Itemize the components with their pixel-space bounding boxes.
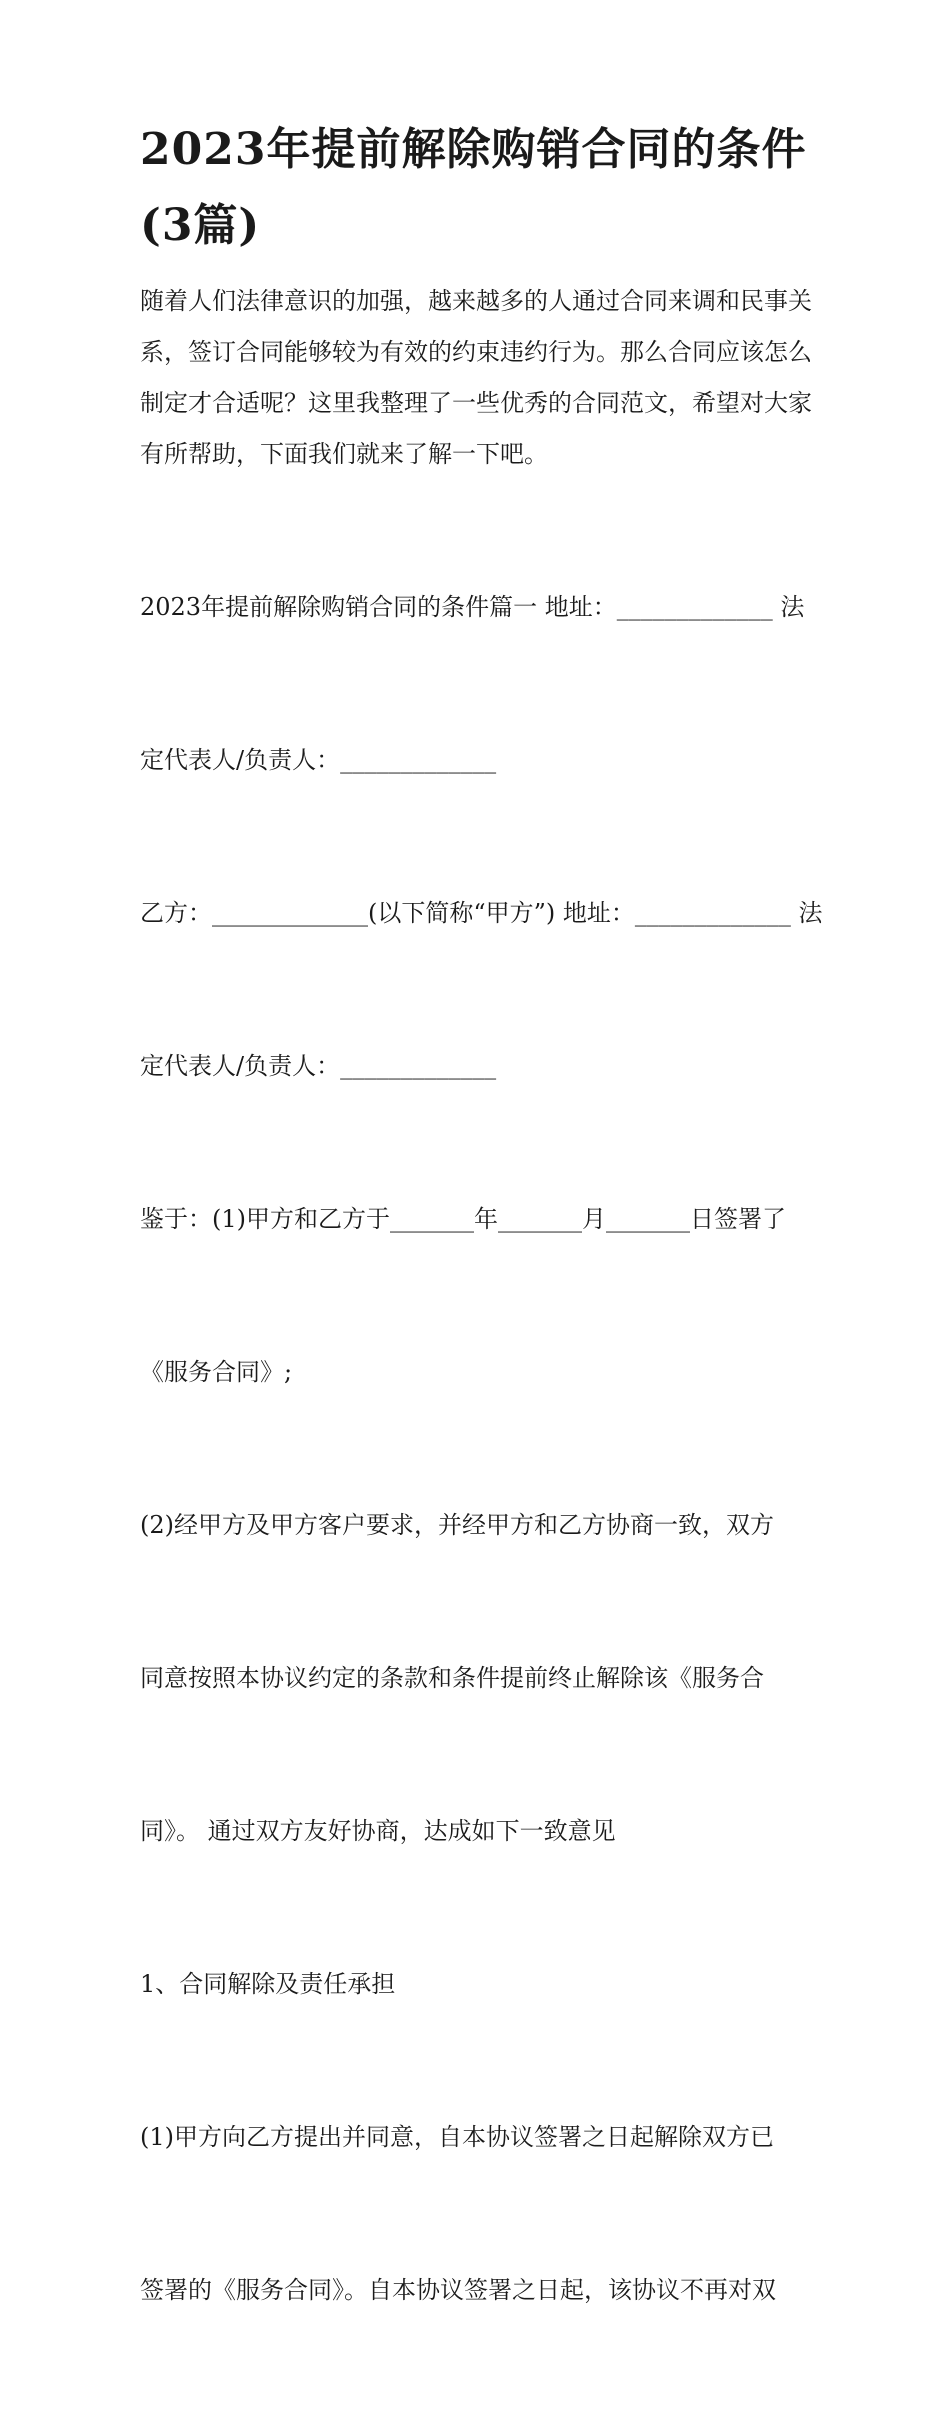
contract-line-agreement: 同》。 通过双方友好协商，达成如下一致意见 bbox=[140, 1817, 616, 1845]
contract-line-clause-1-cont: 签署的《服务合同》。自本协议签署之日起，该协议不再对双 bbox=[140, 2276, 776, 2304]
contract-line-whereas-2: (2)经甲方及甲方客户要求，并经甲方和乙方协商一致，双方 bbox=[140, 1511, 774, 1539]
contract-line-party-b-address: 乙方：_____________(以下简称“甲方”) 地址：_____________ 法 bbox=[140, 899, 823, 927]
section-heading-termination: 1、合同解除及责任承担 bbox=[140, 1970, 396, 1998]
contract-line-whereas-2-cont: 同意按照本协议约定的条款和条件提前终止解除该《服务合 bbox=[140, 1664, 764, 1692]
contract-line-party-a-address: 2023年提前解除购销合同的条件篇一 地址：_____________ 法 bbox=[140, 593, 805, 621]
contract-line-party-b-representative: 定代表人/负责人：_____________ bbox=[140, 1052, 497, 1080]
contract-line-service-contract: 《服务合同》; bbox=[140, 1358, 293, 1386]
document-title: 2023年提前解除购销合同的条件(3篇) bbox=[140, 124, 807, 251]
intro-paragraph: 随着人们法律意识的加强，越来越多的人通过合同来调和民事关系，签订合同能够较为有效的约束违约行为。那么合同应该怎么制定才合适呢？这里我整理了一些优秀的合同范文，希望对大家有所帮助，下面我们就来了解一下吧。 bbox=[140, 287, 812, 468]
contract-body bbox=[140, 480, 830, 2418]
contract-line-party-a-representative: 定代表人/负责人：_____________ bbox=[140, 746, 497, 774]
contract-line-clause-1: (1)甲方向乙方提出并同意，自本协议签署之日起解除双方已 bbox=[140, 2123, 774, 2151]
contract-line-whereas-1: 鉴于：(1)甲方和乙方于_______年_______月_______日签署了 bbox=[140, 1205, 786, 1233]
